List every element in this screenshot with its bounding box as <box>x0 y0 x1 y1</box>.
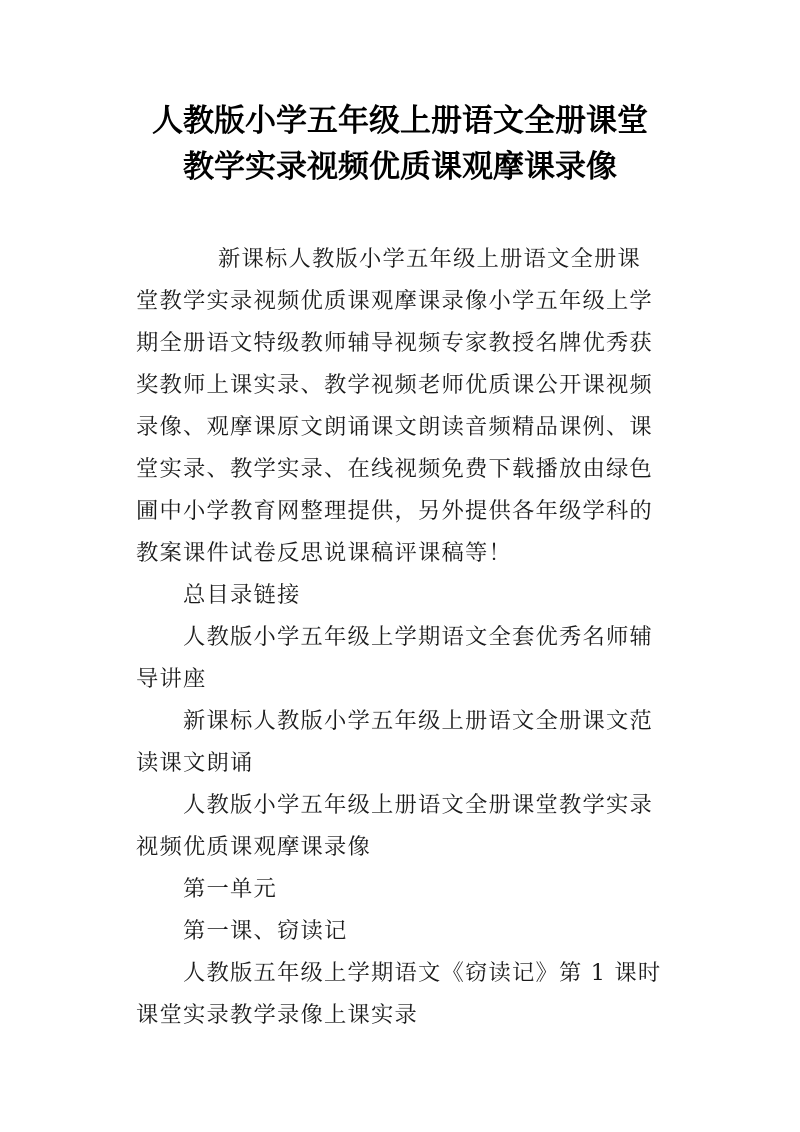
toc-link-line[interactable]: 读课文朗诵 <box>136 750 254 776</box>
toc-link-line[interactable]: 视频优质课观摩课录像 <box>136 834 371 860</box>
intro-line: 堂教学实录视频优质课观摩课录像小学五年级上学 <box>136 288 653 314</box>
intro-line: 教案课件试卷反思说课稿评课稿等！ <box>136 540 512 566</box>
intro-line: 圃中小学教育网整理提供，另外提供各年级学科的 <box>136 498 653 524</box>
intro-line: 新课标人教版小学五年级上册语文全册课 <box>218 246 641 272</box>
lesson-item-line[interactable]: 人教版五年级上学期语文《窃读记》第 1 课时 <box>183 960 662 986</box>
unit-heading: 第一单元 <box>183 876 277 902</box>
toc-link-line[interactable]: 新课标人教版小学五年级上册语文全册课文范 <box>183 708 653 734</box>
document-title-line-1: 人教版小学五年级上册语文全册课堂 <box>152 103 648 139</box>
document-title-line-2: 教学实录视频优质课观摩课录像 <box>183 149 617 185</box>
lesson-item-line[interactable]: 课堂实录教学录像上课实录 <box>136 1002 418 1028</box>
intro-line: 堂实录、教学实录、在线视频免费下载播放由绿色 <box>136 456 653 482</box>
toc-link-line[interactable]: 人教版小学五年级上册语文全册课堂教学实录 <box>183 792 653 818</box>
intro-line: 录像、观摩课原文朗诵课文朗读音频精品课例、课 <box>136 414 653 440</box>
toc-link-line[interactable]: 导讲座 <box>136 666 207 692</box>
toc-heading: 总目录链接 <box>183 582 301 608</box>
lesson-heading: 第一课、窃读记 <box>183 918 348 944</box>
toc-link-line[interactable]: 人教版小学五年级上学期语文全套优秀名师辅 <box>183 624 653 650</box>
intro-line: 期全册语文特级教师辅导视频专家教授名牌优秀获 <box>136 330 653 356</box>
intro-line: 奖教师上课实录、教学视频老师优质课公开课视频 <box>136 372 653 398</box>
